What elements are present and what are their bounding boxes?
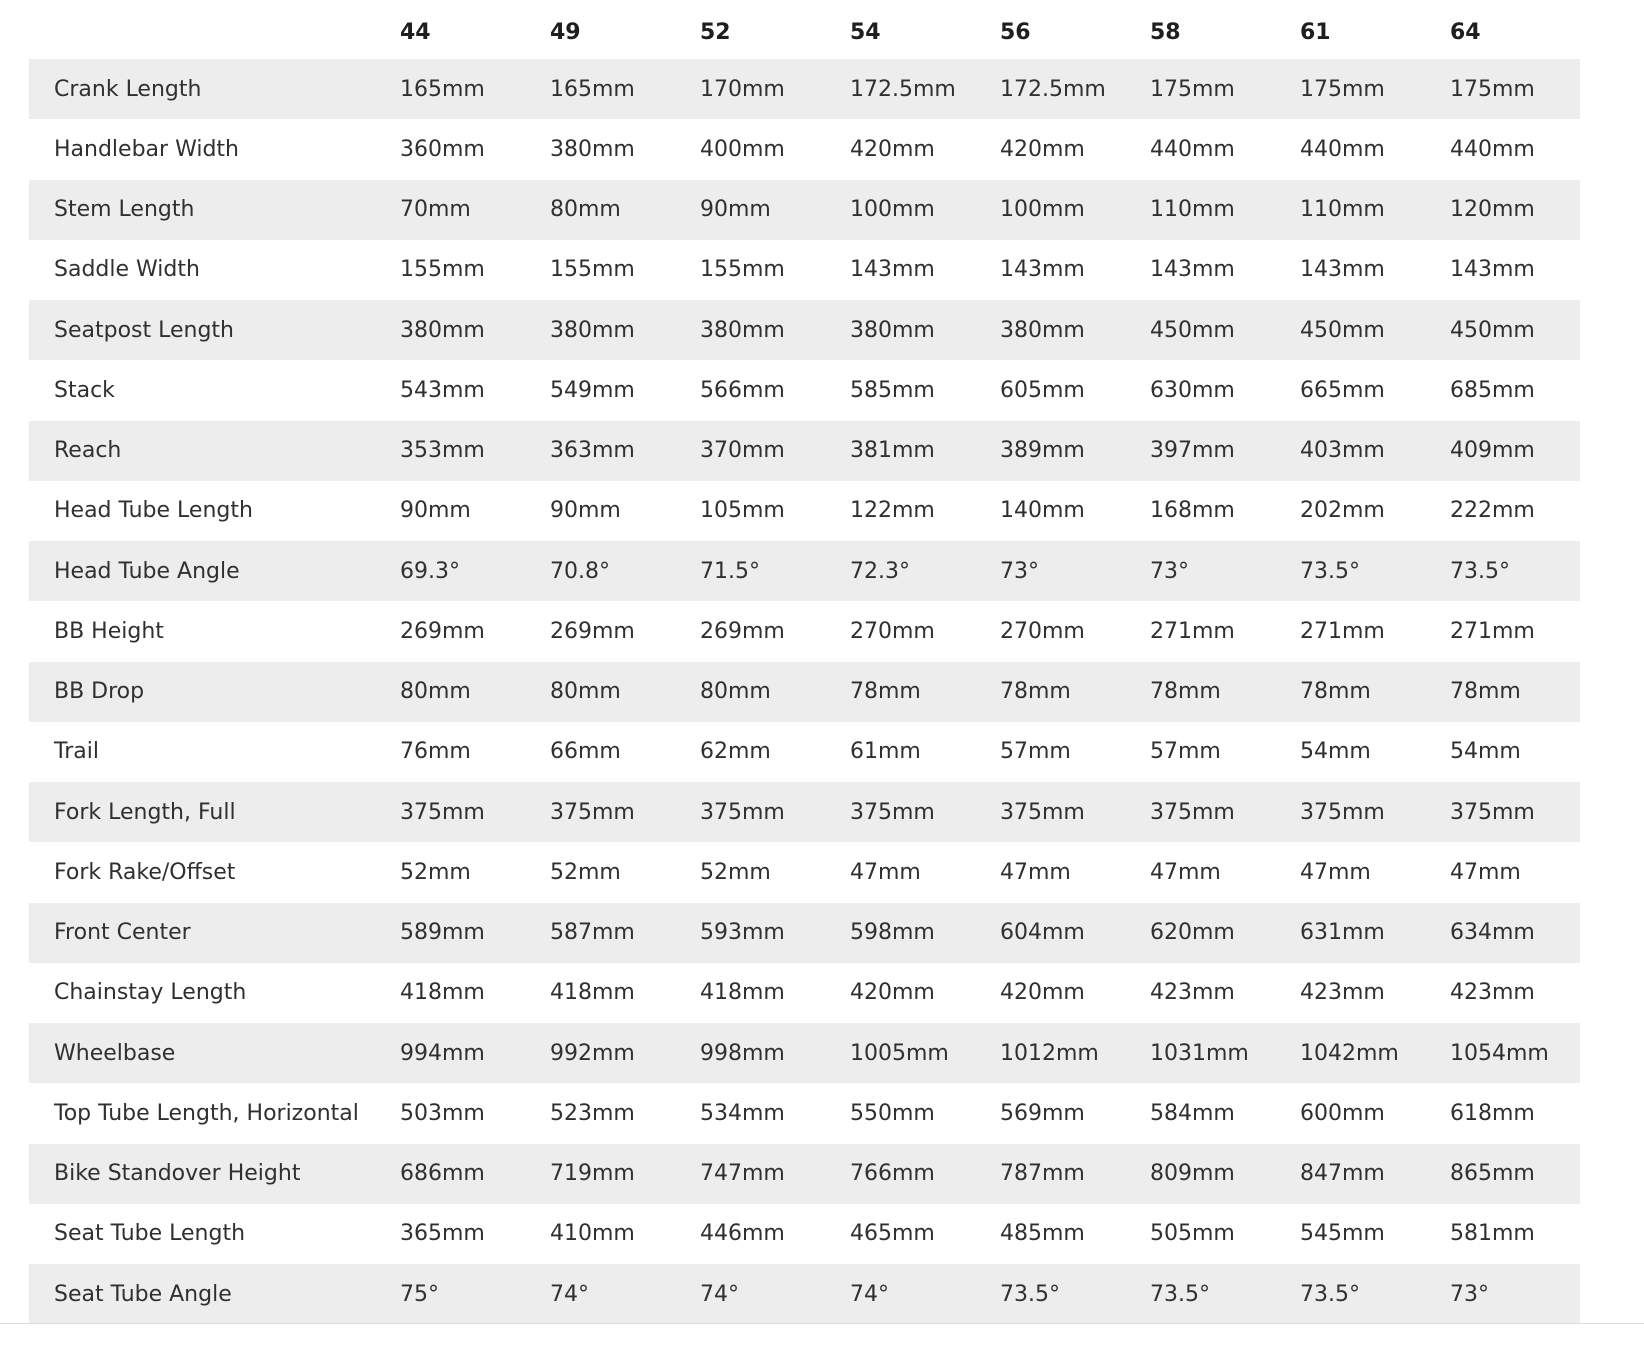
table-cell: 175mm	[1280, 59, 1430, 119]
table-cell: 74°	[830, 1264, 980, 1324]
table-cell: 80mm	[530, 662, 680, 722]
table-cell: 420mm	[830, 963, 980, 1023]
table-cell: 569mm	[980, 1083, 1130, 1143]
table-row	[29, 662, 1580, 722]
table-cell: 78mm	[1430, 662, 1580, 722]
table-cell: 418mm	[380, 963, 530, 1023]
table-cell: 90mm	[680, 180, 830, 240]
row-label: BB Drop	[29, 662, 380, 722]
table-cell: 543mm	[380, 360, 530, 420]
table-cell: 172.5mm	[830, 59, 980, 119]
row-label: Saddle Width	[29, 240, 380, 300]
table-cell: 143mm	[1430, 240, 1580, 300]
table-cell: 168mm	[1130, 481, 1280, 541]
table-row	[29, 1264, 1580, 1324]
table-cell: 1054mm	[1430, 1023, 1580, 1083]
table-cell: 685mm	[1430, 360, 1580, 420]
table-cell: 155mm	[380, 240, 530, 300]
table-cell: 400mm	[680, 119, 830, 179]
table-cell: 380mm	[830, 300, 980, 360]
table-cell: 57mm	[980, 722, 1130, 782]
table-cell: 172.5mm	[980, 59, 1130, 119]
table-cell: 375mm	[830, 782, 980, 842]
table-cell: 73.5°	[1280, 1264, 1430, 1324]
table-cell: 105mm	[680, 481, 830, 541]
table-cell: 90mm	[530, 481, 680, 541]
table-cell: 62mm	[680, 722, 830, 782]
table-cell: 271mm	[1280, 601, 1430, 661]
size-header-64: 64	[1450, 20, 1481, 45]
table-cell: 271mm	[1130, 601, 1280, 661]
table-cell: 593mm	[680, 903, 830, 963]
table-row	[29, 360, 1580, 420]
table-cell: 450mm	[1430, 300, 1580, 360]
row-label: Front Center	[29, 903, 380, 963]
table-cell: 72.3°	[830, 541, 980, 601]
table-cell: 76mm	[380, 722, 530, 782]
table-cell: 155mm	[530, 240, 680, 300]
table-cell: 73°	[1130, 541, 1280, 601]
table-cell: 365mm	[380, 1204, 530, 1264]
table-row	[29, 842, 1580, 902]
table-cell: 787mm	[980, 1144, 1130, 1204]
table-cell: 747mm	[680, 1144, 830, 1204]
table-cell: 418mm	[680, 963, 830, 1023]
table-cell: 155mm	[680, 240, 830, 300]
table-cell: 665mm	[1280, 360, 1430, 420]
table-cell: 110mm	[1130, 180, 1280, 240]
table-cell: 353mm	[380, 421, 530, 481]
table-row	[29, 1144, 1580, 1204]
table-cell: 450mm	[1280, 300, 1430, 360]
table-cell: 78mm	[1280, 662, 1430, 722]
table-cell: 719mm	[530, 1144, 680, 1204]
table-cell: 66mm	[530, 722, 680, 782]
table-cell: 503mm	[380, 1083, 530, 1143]
row-label: Seatpost Length	[29, 300, 380, 360]
table-cell: 80mm	[680, 662, 830, 722]
size-header-52: 52	[700, 20, 731, 45]
table-cell: 618mm	[1430, 1083, 1580, 1143]
table-cell: 100mm	[980, 180, 1130, 240]
table-cell: 74°	[680, 1264, 830, 1324]
table-cell: 222mm	[1430, 481, 1580, 541]
size-header-54: 54	[850, 20, 881, 45]
table-cell: 630mm	[1130, 360, 1280, 420]
table-row	[29, 1204, 1580, 1264]
table-cell: 73.5°	[1280, 541, 1430, 601]
table-cell: 440mm	[1130, 119, 1280, 179]
table-cell: 52mm	[680, 842, 830, 902]
row-label: Head Tube Angle	[29, 541, 380, 601]
table-cell: 397mm	[1130, 421, 1280, 481]
row-label: Seat Tube Length	[29, 1204, 380, 1264]
table-cell: 269mm	[380, 601, 530, 661]
row-label: Stem Length	[29, 180, 380, 240]
size-header-row	[29, 0, 1580, 59]
table-cell: 585mm	[830, 360, 980, 420]
table-row	[29, 119, 1580, 179]
table-cell: 403mm	[1280, 421, 1430, 481]
table-cell: 73°	[1430, 1264, 1580, 1324]
table-cell: 410mm	[530, 1204, 680, 1264]
table-cell: 847mm	[1280, 1144, 1430, 1204]
table-cell: 380mm	[530, 300, 680, 360]
table-cell: 69.3°	[380, 541, 530, 601]
table-row	[29, 481, 1580, 541]
table-row	[29, 1023, 1580, 1083]
table-cell: 73.5°	[980, 1264, 1130, 1324]
table-cell: 375mm	[1430, 782, 1580, 842]
table-cell: 175mm	[1430, 59, 1580, 119]
row-label: Wheelbase	[29, 1023, 380, 1083]
table-cell: 634mm	[1430, 903, 1580, 963]
table-cell: 998mm	[680, 1023, 830, 1083]
table-cell: 175mm	[1130, 59, 1280, 119]
table-cell: 420mm	[980, 119, 1130, 179]
table-cell: 418mm	[530, 963, 680, 1023]
table-row	[29, 782, 1580, 842]
table-cell: 75°	[380, 1264, 530, 1324]
table-cell: 271mm	[1430, 601, 1580, 661]
table-cell: 505mm	[1130, 1204, 1280, 1264]
table-cell: 47mm	[1130, 842, 1280, 902]
row-label: Fork Length, Full	[29, 782, 380, 842]
table-cell: 380mm	[530, 119, 680, 179]
geometry-table	[29, 0, 1580, 1324]
row-label: BB Height	[29, 601, 380, 661]
table-cell: 389mm	[980, 421, 1130, 481]
table-cell: 375mm	[980, 782, 1130, 842]
table-cell: 80mm	[530, 180, 680, 240]
table-row	[29, 903, 1580, 963]
table-cell: 78mm	[830, 662, 980, 722]
table-cell: 143mm	[830, 240, 980, 300]
row-label: Reach	[29, 421, 380, 481]
bottom-divider	[0, 1323, 1644, 1324]
header-corner	[29, 0, 380, 59]
table-cell: 440mm	[1280, 119, 1430, 179]
table-cell: 1031mm	[1130, 1023, 1280, 1083]
table-row	[29, 963, 1580, 1023]
table-cell: 78mm	[1130, 662, 1280, 722]
table-cell: 52mm	[530, 842, 680, 902]
table-cell: 584mm	[1130, 1083, 1280, 1143]
table-cell: 143mm	[1130, 240, 1280, 300]
row-label: Crank Length	[29, 59, 380, 119]
table-cell: 80mm	[380, 662, 530, 722]
table-cell: 73°	[980, 541, 1130, 601]
table-cell: 380mm	[380, 300, 530, 360]
table-cell: 73.5°	[1430, 541, 1580, 601]
table-cell: 450mm	[1130, 300, 1280, 360]
table-cell: 766mm	[830, 1144, 980, 1204]
table-row	[29, 180, 1580, 240]
table-row	[29, 300, 1580, 360]
table-cell: 52mm	[380, 842, 530, 902]
table-cell: 381mm	[830, 421, 980, 481]
table-row	[29, 1083, 1580, 1143]
table-cell: 587mm	[530, 903, 680, 963]
table-cell: 73.5°	[1130, 1264, 1280, 1324]
table-cell: 440mm	[1430, 119, 1580, 179]
table-cell: 865mm	[1430, 1144, 1580, 1204]
row-label: Chainstay Length	[29, 963, 380, 1023]
table-cell: 90mm	[380, 481, 530, 541]
table-cell: 363mm	[530, 421, 680, 481]
table-cell: 598mm	[830, 903, 980, 963]
table-cell: 600mm	[1280, 1083, 1430, 1143]
table-cell: 375mm	[680, 782, 830, 842]
table-cell: 54mm	[1280, 722, 1430, 782]
size-header-56: 56	[1000, 20, 1031, 45]
table-cell: 566mm	[680, 360, 830, 420]
table-cell: 534mm	[680, 1083, 830, 1143]
table-cell: 992mm	[530, 1023, 680, 1083]
table-cell: 165mm	[380, 59, 530, 119]
table-row	[29, 240, 1580, 300]
size-header-58: 58	[1150, 20, 1181, 45]
table-cell: 140mm	[980, 481, 1130, 541]
size-header-49: 49	[550, 20, 581, 45]
table-cell: 360mm	[380, 119, 530, 179]
table-cell: 581mm	[1430, 1204, 1580, 1264]
size-header-61: 61	[1300, 20, 1331, 45]
table-cell: 550mm	[830, 1083, 980, 1143]
table-cell: 375mm	[1280, 782, 1430, 842]
table-cell: 409mm	[1430, 421, 1580, 481]
table-cell: 549mm	[530, 360, 680, 420]
table-cell: 122mm	[830, 481, 980, 541]
table-row	[29, 601, 1580, 661]
table-cell: 380mm	[980, 300, 1130, 360]
row-label: Seat Tube Angle	[29, 1264, 380, 1324]
table-cell: 74°	[530, 1264, 680, 1324]
table-cell: 423mm	[1130, 963, 1280, 1023]
table-cell: 47mm	[1430, 842, 1580, 902]
table-cell: 143mm	[1280, 240, 1430, 300]
table-cell: 420mm	[830, 119, 980, 179]
table-row	[29, 541, 1580, 601]
table-cell: 686mm	[380, 1144, 530, 1204]
table-cell: 110mm	[1280, 180, 1430, 240]
row-label: Trail	[29, 722, 380, 782]
table-cell: 994mm	[380, 1023, 530, 1083]
table-cell: 631mm	[1280, 903, 1430, 963]
table-cell: 375mm	[1130, 782, 1280, 842]
table-cell: 165mm	[530, 59, 680, 119]
table-cell: 71.5°	[680, 541, 830, 601]
table-cell: 423mm	[1430, 963, 1580, 1023]
table-cell: 1042mm	[1280, 1023, 1430, 1083]
table-cell: 380mm	[680, 300, 830, 360]
table-cell: 375mm	[380, 782, 530, 842]
table-cell: 370mm	[680, 421, 830, 481]
table-cell: 269mm	[530, 601, 680, 661]
table-cell: 47mm	[1280, 842, 1430, 902]
table-row	[29, 722, 1580, 782]
table-cell: 523mm	[530, 1083, 680, 1143]
table-cell: 423mm	[1280, 963, 1430, 1023]
table-row	[29, 421, 1580, 481]
table-cell: 269mm	[680, 601, 830, 661]
table-cell: 420mm	[980, 963, 1130, 1023]
table-cell: 545mm	[1280, 1204, 1430, 1264]
table-cell: 589mm	[380, 903, 530, 963]
table-cell: 61mm	[830, 722, 980, 782]
row-label: Top Tube Length, Horizontal	[29, 1083, 380, 1143]
table-cell: 47mm	[980, 842, 1130, 902]
table-cell: 78mm	[980, 662, 1130, 722]
table-cell: 170mm	[680, 59, 830, 119]
table-cell: 446mm	[680, 1204, 830, 1264]
table-cell: 100mm	[830, 180, 980, 240]
table-cell: 604mm	[980, 903, 1130, 963]
table-row	[29, 59, 1580, 119]
table-cell: 143mm	[980, 240, 1130, 300]
row-label: Handlebar Width	[29, 119, 380, 179]
table-cell: 620mm	[1130, 903, 1280, 963]
row-label: Stack	[29, 360, 380, 420]
table-cell: 57mm	[1130, 722, 1280, 782]
table-cell: 809mm	[1130, 1144, 1280, 1204]
table-cell: 1012mm	[980, 1023, 1130, 1083]
row-label: Fork Rake/Offset	[29, 842, 380, 902]
table-cell: 1005mm	[830, 1023, 980, 1083]
table-cell: 375mm	[530, 782, 680, 842]
table-cell: 270mm	[980, 601, 1130, 661]
table-cell: 202mm	[1280, 481, 1430, 541]
table-cell: 120mm	[1430, 180, 1580, 240]
table-cell: 47mm	[830, 842, 980, 902]
table-cell: 465mm	[830, 1204, 980, 1264]
table-cell: 485mm	[980, 1204, 1130, 1264]
row-label: Bike Standover Height	[29, 1144, 380, 1204]
size-header-44: 44	[400, 20, 431, 45]
table-cell: 70.8°	[530, 541, 680, 601]
table-cell: 54mm	[1430, 722, 1580, 782]
table-cell: 605mm	[980, 360, 1130, 420]
row-label: Head Tube Length	[29, 481, 380, 541]
table-cell: 70mm	[380, 180, 530, 240]
geometry-table-body	[29, 59, 1580, 1324]
table-cell: 270mm	[830, 601, 980, 661]
